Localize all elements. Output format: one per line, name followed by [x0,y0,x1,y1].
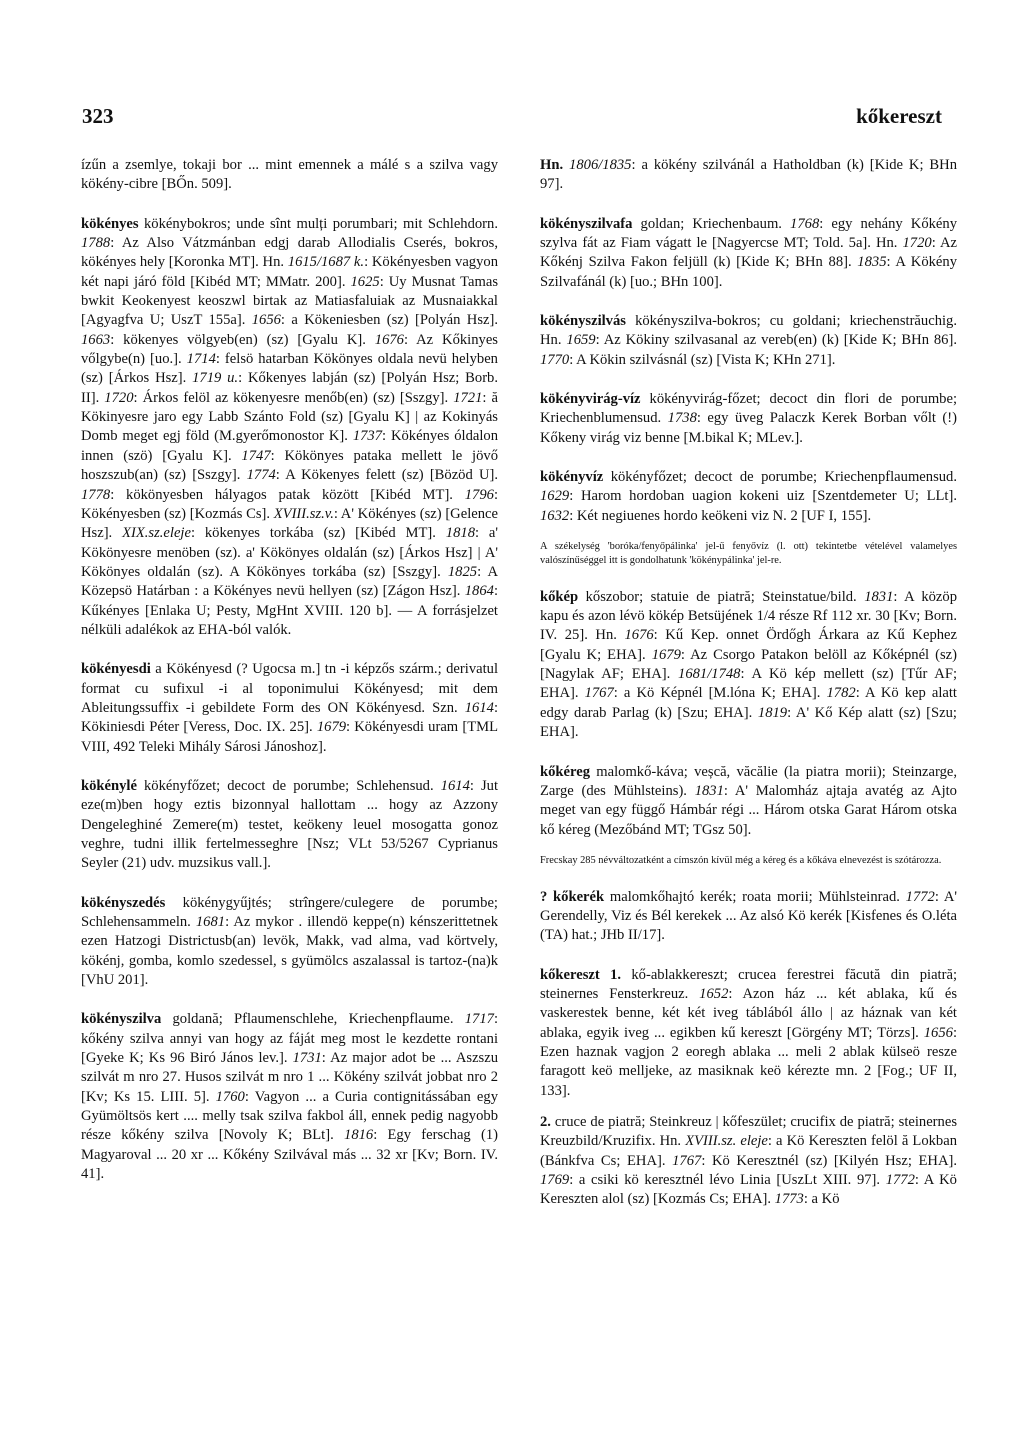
date-marker: 1738 [667,410,697,427]
entry-headword: kőkereszt 1. [540,966,622,983]
date-marker: 1717 [464,1011,494,1028]
date-marker: 1768 [790,215,820,232]
date-marker: 1796 [464,486,494,503]
date-marker: 1831 [694,782,724,799]
date-marker: 1679 [651,646,681,663]
date-marker: 1760 [215,1088,245,1105]
dictionary-entry [81,1010,498,1184]
entry-headword: kökényszilva [81,1011,162,1028]
date-marker: 1767 [672,1152,702,1169]
dictionary-entry [81,660,498,757]
right-column [540,156,957,1230]
entry-body: kőszobor; statuie de piatră; Steinstatue/bild. 1831: A közöp kapu és azon lévö kökép Betsüjének 1/4 része Rf 112 xr. 30 [Kv; Born. IV. 25]. Hn. 1676: Kű Kep. onnet Ördőgh Árkara az Kű Kephez [Gyalu K; EHA]. 1679: Az Csorgo Patakon belöll az Kőképnél (sz) [Nagylak AF; EHA]. 1681/1748: A Kö kép mellett (sz) [Tűr AF; EHA]. 1767: a Kö Képnél [M.lóna K; EHA]. 1782: A Kö kep alatt edgy darab Parlag (k) [Szu; EHA]. 1819: A' Kő Kép alatt (sz) [Szu; EHA]. [540,588,957,741]
date-marker: 1747 [241,447,271,464]
date-marker: 1831 [864,588,894,605]
entry-body: a Kökényesd (? Ugocsa m.] tn -i képzős szárm.; derivatul format cu sufixul -i al toponimului Kökényesd; mit dem Ableitungssuffix -i gebildete Form des ON Kökényesd. Szn. 1614: Kökiniesdi Péter [Veress, Doc. IX. 25]. 1679: Kökényesdi uram [TML VIII, 492 Teleki Mihály Sárosi Jánoshoz]. [81,661,498,755]
date-marker: 1614 [464,699,494,716]
date-marker: 1774 [246,467,276,484]
entry-body: kökényvirág-főzet; decoct din flori de porumbe; Kriechenblumensud. 1738: egy üveg Palaczk Kerek Borban vőlt (!) Kőkeny virág viz benne [M.bikal K; MLev.]. [540,391,958,446]
date-marker: 1632 [540,507,570,524]
dictionary-entry [81,894,498,991]
entry-headword: kökényes [81,215,139,232]
entry-body: malomkő-káva; veșcă, văcălie (la piatra morii); Steinzarge, Zarge (des Mühlsteins). 1831: A' Malomház ajtaja avatég az Ajto meget van egy függő Hámbár régi ... Három otska Garat Három otska kő kéreg (Mezőbánd MT; TGsz 50]. [540,763,957,838]
date-marker: 1721 [453,389,483,406]
entry-headword: kökényszilvafa [540,215,633,232]
entry-headword: Hn. [540,157,564,173]
page-number: 323 [82,104,114,128]
date-marker: 1806/1835 [569,157,632,173]
date-marker: 1676 [624,627,654,644]
entry-body: malomkőhajtó kerék; roata morii; Mühlsteinrad. 1772: A' Gerendelly, Viz és Bél kerekek ... Az alsó Kö kerék [Kisfenes és O.léta (TA) hat.; JHb II/17]. [540,888,958,944]
date-marker: 1769 [540,1172,570,1189]
entry-body: kökényszilva-bokros; cu goldani; kriechenstrăuchig. Hn. 1659: Az Kökiny szilvasanal az vereb(en) (k) [Kide K; BHn 86]. 1770: A Kökin szilvásnál (sz) [Vista K; KHn 271]. [540,313,957,368]
dictionary-entry [81,777,498,874]
date-marker: XIX.sz.eleje [122,525,191,542]
dictionary-entry [540,156,957,195]
date-marker: 1773 [774,1191,804,1208]
date-marker: 1720 [104,389,134,406]
entry-body: goldană; Pflaumenschlehe, Kriechenpflaume. 1717: kőkény szilva annyi van hogy az fáját meg most le kezdette rontani [Gyeke K; Ks 96 Biró János lev.]. 1731: Az major adot be ... Aszszu szilvát m nro 27. Husos szilvát m nro 1 ... Kökény szilvát jobbat nro 2 [Kv; Ks 15. LIII. 5]. 1760: Vagyon ... a Curia contignitássában egy Gyümöltsös kert .... melly tsak szilva fakbol áll, ennek pedig nagyobb része kőkény szilva [Novoly K; BLt]. 1816: Egy ferschag (1) Magyaroval ... 20 xr ... Kőkény Szilvával más ... 32 xr [Kv; Born. IV. 41]. [81,1011,499,1183]
date-marker: 1681 [195,914,226,931]
date-marker: 1652 [699,986,729,1003]
editorial-note: Frecskay 285 névváltozatként a címszón kívül még a kéreg és a kőkáva elnevezést is szótározza. [540,854,942,866]
dictionary-entry [540,966,957,1101]
editorial-note: A székelység 'boróka/fenyőpálinka' jel-ű fenyővíz (l. ott) tekintetbe vételével valamelyes valószínűséggel itt is gondolhatunk 'kökénypálinka' jel-re. [540,541,957,566]
entry-headword: kökényvíz [540,469,604,486]
dictionary-entry [540,312,957,370]
dictionary-entry [540,763,957,840]
date-marker: 1614 [440,777,470,794]
entry-headword: 2. [540,1114,551,1131]
date-marker: 1767 [584,685,614,702]
date-marker: XVIII.sz.v. [273,505,334,522]
date-marker: 1788 [81,235,111,252]
entry-headword: ? kőkerék [540,888,605,905]
date-marker: 1731 [292,1050,322,1067]
date-marker: 1656 [251,312,281,329]
dictionary-entry [540,588,957,743]
date-marker: 1615/1687 k. [287,254,365,271]
date-marker: 1825 [447,563,478,580]
date-marker: 1782 [826,685,856,702]
dictionary-entry [540,1113,957,1210]
date-marker: XVIII.sz. eleje [685,1133,768,1150]
left-column [81,156,498,1205]
entry-headword: kökényesdi [81,661,151,678]
entry-body: kökényfőzet; decoct de porumbe; Schlehensud. 1614: Jut eze(m)ben hogy eztis bizonnyal hallottam ... hogy az Azzony Dengeleghiné Zemere(m) testet, keökeny leuel mosogatta gonoz veghre, tudni illik fertelmesseghre [Nsz; VLt 53/5267 Cyprianus Seyler (21) udv. muzsikus vall.]. [81,777,498,872]
entry-headword: kökényszedés [81,894,166,911]
date-marker: 1656 [923,1024,953,1041]
entry-body: kökénygyűjtés; strîngere/culegere de porumbe; Schlehensammeln. 1681: Az mykor . illendö keppe(n) kénszerittetnek ezen Hatzogi Districtusb(an) levök, Makk, vad alma, vad körtvely, kökénj, gomba, komlo szedessel, s gyümölcs aszalassal is tartoz-(na)k [VhU 201]. [81,894,498,989]
date-marker: 1719 u. [192,370,239,387]
date-marker: 1659 [566,332,596,349]
dictionary-entry [540,888,957,946]
date-marker: 1772 [885,1172,915,1189]
entry-headword: kökényszilvás [540,313,626,330]
date-marker: 1835 [857,254,887,271]
date-marker: 1714 [186,351,216,368]
dictionary-entry [540,390,957,448]
running-headword: kőkereszt [856,104,942,128]
date-marker: 1676 [374,331,404,348]
entry-headword: kőkéreg [540,763,590,780]
date-marker: 1629 [540,488,570,505]
entry-headword: kökényvirág-víz [540,391,641,408]
entry-body: kökényfőzet; decoct de porumbe; Kriechenpflaumensud. 1629: Harom hordoban uagion kokeni uiz [Szentdemeter U; LLt]. 1632: Két negiuenes hordo keökeni viz N. 2 [UF I, 155]. [540,469,957,524]
entry-headword: kökénylé [81,777,137,794]
date-marker: 1818 [445,525,475,542]
date-marker: 1663 [81,331,111,348]
entry-body: 1806/1835: a kökény szilvánál a Hatholdban (k) [Kide K; BHn 97]. [540,157,958,193]
date-marker: 1720 [902,235,932,252]
date-marker: 1625 [350,273,380,290]
entry-body: kő-ablakkereszt; crucea ferestrei făcută din piatră; steinernes Fensterkreuz. 1652: Azon ház ... két ablaka, kű és vaskerestek benne, két két iveg táblából állo | az háznak van két ablaka, egyik iveg ... egikben kű kereszt [Görgény MT; Törzs]. 1656: Ezen haznak vagjon 2 eoregh ablaka ... meli 2 ablak külseö resze faragott keö melljeke, az masiknak keö kérezte mn. 2 [Fog.; UF II, 133]. [540,966,958,1099]
date-marker: 1819 [757,704,788,721]
date-marker: 1864 [464,583,494,600]
date-marker: 1681/1748 [678,666,741,683]
dictionary-entry [540,468,957,526]
date-marker: 1770 [540,351,570,368]
date-marker: 1816 [344,1127,374,1144]
entry-body: cruce de piatră; Steinkreuz | kőfeszület; crucifix de piatră; steinernes Kreuzbild/Kruzifix. Hn. XVIII.sz. eleje: a Kö Kereszten felöl ă Lokban (Bánkfva Cs; EHA]. 1767: Kö Keresztnél (sz) [Kilyén Hsz; EHA]. 1769: a csiki kö keresztnél lévo Linia [UszLt XIII. 97]. 1772: A Kö Kereszten alol (sz) [Kozmás Cs; EHA]. 1773: a Kö [540,1114,958,1208]
dictionary-entry [540,215,957,292]
date-marker: 1679 [316,719,347,736]
dictionary-entry [81,215,498,641]
page-header [82,104,942,134]
entry-headword: kőkép [540,588,579,605]
entry-body: goldan; Kriechenbaum. 1768: egy nehány Kőkény szylva fát az Fiam vágatt le [Nagyercse MT; Told. 5a]. Hn. 1720: Az Kőkénj Szilva Fakon feljüll (k) [Kide K; BHn 88]. 1835: A Kökény Szilvafánál (k) [uo.; BHn 100]. [540,215,958,290]
dictionary-entry: ízűn a zsemlye, tokaji bor ... mint emennek a málé s a szilva vagy kökény-cibre [BŐn. 509]. [81,157,498,193]
date-marker: 1772 [905,888,935,905]
date-marker: 1737 [352,428,382,445]
entry-body: kökénybokros; unde sînt mulți porumbari; mit Schlehdorn. 1788: Az Also Vátzmánban edgj darab Allodialis Cserés, bokros, kökényes hely [Koronka MT]. Hn. 1615/1687 k.: Kökényesben vagyon két napi járó föld [Kibéd MT; MMatr. 200]. 1625: Uy Musnat Tamas bwkit Keokenyest keoszwl birtak az Matiasfaluiak az Musnaiakkal [Agyagfva U; UszT 155a]. 1656: a Kökeniesben (sz) [Polyán Hsz]. 1663: kökenyes völgyeb(en) (sz) [Gyalu K]. 1676: Az Kőkinyes vőlgybe(n) [uo.]. 1714: felsö hatarban Kökönyes oldala nevü helyben (sz) [Árkos Hsz]. 1719 u.: Kőkenyes labján (sz) [Polyán Hsz; Borb. II]. 1720: Árkos felöl az kökenyesre menőb(en) (sz) [Sszgy]. 1721: ă Kökinyesre jaro egy Labb Szánto Fold (sz) [Gyalu K] | az Kokinyás Domb meget egj föld (M.gyerőmonostor K]. 1737: Kökényes óldalon innen (szö) [Gyalu K]. 1747: Kökönyes pataka mellett le jövő hoszszub(an) (sz) [Sszgy]. 1774: A Kökenyes felett (sz) [Bözöd U]. 1778: kökönyesben hályagos patak között [Kibéd MT]. 1796: Kökényesben (sz) [Kozmás Cs]. XVIII.sz.v.: A' Kökényes (sz) [Gelence Hsz]. XIX.sz.eleje: kökenyes torkába (sz) [Kibéd MT]. 1818: a' Kökönyesre menöben (sz). a' Kökönyes oldalán (sz) [Árkos Hsz] | A' Kökönyes oldalán (sz). A Kökönyes torkába (sz) [Sszgy]. 1825: A Közepsö Határban : a Kökényes nevü hellyen (sz) [Zágon Hsz]. 1864: Kűkényes [Enlaka U; Pesty, MgHnt XVIII. 120 b]. — A forrásjelzet nélküli adalékok az EHA-ból valók. [81,215,499,638]
date-marker: 1778 [81,486,111,503]
